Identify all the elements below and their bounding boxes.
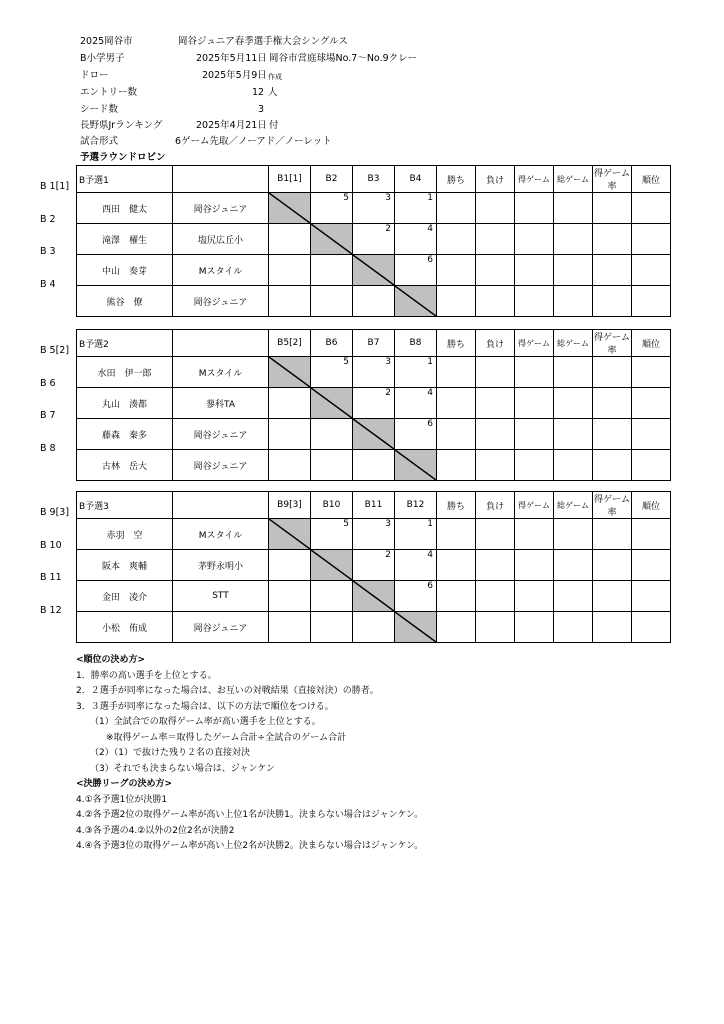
- match-cell[interactable]: 2: [353, 550, 395, 581]
- ranking-label: 長野県Jrランキング: [80, 120, 163, 131]
- final-rule: 4.①各予選1位が決勝1: [76, 794, 168, 805]
- ranking-rule: 2．２選手が同率になった場合は、お互いの対戦結果（直接対決）の勝者。: [76, 686, 379, 696]
- final-rule: 4.③各予選の4.②以外の2位2名が決勝2: [76, 825, 235, 836]
- match-cell[interactable]: 4: [395, 388, 437, 419]
- self-match-cell: [311, 388, 353, 419]
- column-header-stat: 負け: [476, 492, 515, 519]
- stat-cell[interactable]: [593, 450, 632, 481]
- stat-cell[interactable]: [593, 550, 632, 581]
- match-cell[interactable]: [311, 612, 353, 643]
- column-header-player: B12: [395, 492, 437, 519]
- draw-created-label: 作成: [268, 73, 282, 81]
- blank-header: [173, 166, 269, 193]
- player-row: [77, 519, 671, 550]
- match-cell[interactable]: [269, 388, 311, 419]
- stat-cell[interactable]: [515, 224, 554, 255]
- column-header-stat: 負け: [476, 330, 515, 357]
- match-cell[interactable]: [311, 419, 353, 450]
- match-cell[interactable]: 1: [395, 519, 437, 550]
- player-row: [77, 419, 671, 450]
- column-header-player: B2: [311, 166, 353, 193]
- blank-header: [173, 330, 269, 357]
- player-club: 塩尻広丘小: [173, 224, 269, 255]
- stat-cell[interactable]: [476, 612, 515, 643]
- match-cell[interactable]: 4: [395, 550, 437, 581]
- player-row: [77, 224, 671, 255]
- match-cell[interactable]: 4: [395, 224, 437, 255]
- stat-cell[interactable]: [515, 255, 554, 286]
- stat-cell[interactable]: [437, 193, 476, 224]
- stat-cell[interactable]: [554, 581, 593, 612]
- tournament-title: 岡谷ジュニア春季選手権大会シングルス: [178, 36, 348, 47]
- stat-cell[interactable]: [515, 419, 554, 450]
- ranking-rule: 3．３選手が同率になった場合は、以下の方法で順位をつける。: [76, 701, 334, 712]
- seed-label: B 9[3]: [40, 507, 70, 518]
- stat-cell[interactable]: [476, 550, 515, 581]
- player-club: 岡谷ジュニア: [173, 450, 269, 481]
- player-name: 阪本 爽輔: [77, 550, 173, 581]
- stat-cell[interactable]: [515, 519, 554, 550]
- match-cell[interactable]: [269, 255, 311, 286]
- column-header-stat: 総ゲーム: [554, 492, 593, 519]
- stat-cell[interactable]: [593, 388, 632, 419]
- stat-cell[interactable]: [476, 519, 515, 550]
- match-cell[interactable]: [269, 612, 311, 643]
- self-match-cell: [269, 357, 311, 388]
- tournament-year-label: 2025岡谷市: [80, 36, 133, 47]
- column-header-stat: 得ゲーム: [515, 166, 554, 193]
- stat-cell[interactable]: [593, 224, 632, 255]
- stat-cell[interactable]: [554, 419, 593, 450]
- ranking-rule: ※取得ゲーム率＝取得したゲーム合計÷全試合のゲーム合計: [106, 732, 347, 743]
- seed-label: B 6: [40, 377, 56, 389]
- stat-cell[interactable]: [593, 581, 632, 612]
- self-match-cell: [353, 581, 395, 612]
- stat-cell[interactable]: [554, 450, 593, 481]
- stat-cell[interactable]: [476, 286, 515, 317]
- seed-label: B 1[1]: [40, 181, 70, 192]
- stat-cell[interactable]: [476, 224, 515, 255]
- stat-cell[interactable]: [476, 255, 515, 286]
- match-cell[interactable]: [269, 224, 311, 255]
- player-club: Mスタイル: [173, 255, 269, 286]
- stat-cell[interactable]: [593, 193, 632, 224]
- self-match-cell: [395, 450, 437, 481]
- final-rule: 4.④各予選3位の取得ゲーム率が高い上位2名が決勝2。決まらない場合はジャンケン。: [76, 841, 424, 851]
- match-cell[interactable]: 3: [353, 193, 395, 224]
- column-header-stat: 順位: [632, 166, 671, 193]
- seed-label: B 5[2]: [40, 345, 70, 356]
- seed-label: B 8: [40, 442, 56, 454]
- player-row: [77, 450, 671, 481]
- match-cell[interactable]: [311, 581, 353, 612]
- seed-count-label: シード数: [80, 104, 119, 115]
- player-name: 丸山 湊都: [77, 388, 173, 419]
- match-cell[interactable]: 1: [395, 193, 437, 224]
- player-name: 熊谷 僚: [77, 286, 173, 317]
- column-header-player: B5[2]: [269, 330, 311, 357]
- stat-cell[interactable]: [632, 286, 671, 317]
- stat-cell[interactable]: [515, 357, 554, 388]
- column-header-player: B7: [353, 330, 395, 357]
- player-row: [77, 550, 671, 581]
- player-club: 岡谷ジュニア: [173, 612, 269, 643]
- ranking-rule: 1．勝率の高い選手を上位とする。: [76, 670, 217, 681]
- group-header-row: [77, 492, 671, 519]
- match-cell[interactable]: 5: [311, 193, 353, 224]
- seed-label: B 7: [40, 410, 56, 421]
- seed-label: B 10: [40, 539, 62, 551]
- column-header-stat: 勝ち: [437, 330, 476, 357]
- match-cell[interactable]: [311, 286, 353, 317]
- stat-cell[interactable]: [632, 419, 671, 450]
- column-header-player: B4: [395, 166, 437, 193]
- stat-cell[interactable]: [554, 193, 593, 224]
- player-row: [77, 388, 671, 419]
- stat-cell[interactable]: [476, 193, 515, 224]
- seed-label: B 11: [40, 572, 62, 583]
- stat-cell[interactable]: [437, 255, 476, 286]
- match-cell[interactable]: [269, 286, 311, 317]
- stat-cell[interactable]: [593, 255, 632, 286]
- group-name: B予選1: [77, 166, 173, 193]
- column-header-player: B11: [353, 492, 395, 519]
- player-name: 中山 奏芽: [77, 255, 173, 286]
- stat-cell[interactable]: [515, 450, 554, 481]
- match-cell[interactable]: 5: [311, 519, 353, 550]
- match-cell[interactable]: [353, 612, 395, 643]
- match-cell[interactable]: [269, 581, 311, 612]
- seed-label: B 12: [40, 604, 62, 616]
- venue: 岡谷市営庭球場No.7～No.9クレー: [269, 53, 418, 64]
- match-cell[interactable]: 3: [353, 357, 395, 388]
- notes-section: [76, 653, 423, 855]
- column-header-stat: 順位: [632, 492, 671, 519]
- self-match-cell: [353, 255, 395, 286]
- ranking-rule: （2）（1）で抜けた残り２名の直接対決: [90, 748, 250, 758]
- player-name: 小松 侑成: [77, 612, 173, 643]
- stat-cell[interactable]: [437, 224, 476, 255]
- player-row: [77, 357, 671, 388]
- stat-cell[interactable]: [593, 612, 632, 643]
- ranking-rule: （1）全試合での取得ゲーム率が高い選手を上位とする。: [90, 717, 321, 727]
- column-header-stat: 得ゲーム率: [593, 492, 632, 519]
- player-name: 金田 凌介: [77, 581, 173, 612]
- stat-cell[interactable]: [476, 419, 515, 450]
- stat-cell[interactable]: [593, 419, 632, 450]
- match-cell[interactable]: [269, 450, 311, 481]
- self-match-cell: [269, 519, 311, 550]
- player-club: Mスタイル: [173, 519, 269, 550]
- self-match-cell: [311, 550, 353, 581]
- column-header-player: B9[3]: [269, 492, 311, 519]
- player-row: [77, 193, 671, 224]
- stat-cell[interactable]: [476, 388, 515, 419]
- player-club: 岡谷ジュニア: [173, 419, 269, 450]
- self-match-cell: [353, 419, 395, 450]
- match-cell[interactable]: [311, 255, 353, 286]
- match-format-value: 6ゲーム先取／ノーアド／ノーレット: [175, 136, 332, 147]
- column-header-player: B10: [311, 492, 353, 519]
- draw-date: 2025年5月9日: [202, 70, 267, 81]
- player-club: 蓼科TA: [173, 388, 269, 419]
- column-header-stat: 得ゲーム率: [593, 166, 632, 193]
- seed-label: B 3: [40, 246, 56, 257]
- column-header-stat: 順位: [632, 330, 671, 357]
- player-row: [77, 255, 671, 286]
- match-cell[interactable]: 1: [395, 357, 437, 388]
- group-header-row: [77, 330, 671, 357]
- category-label: B小学男子: [80, 53, 125, 64]
- self-match-cell: [269, 193, 311, 224]
- final-rule: 4.②各予選2位の取得ゲーム率が高い上位1名が決勝1。決まらない場合はジャンケン。: [76, 810, 424, 820]
- column-header-player: B1[1]: [269, 166, 311, 193]
- stat-cell[interactable]: [554, 224, 593, 255]
- stat-cell[interactable]: [632, 450, 671, 481]
- match-cell[interactable]: 6: [395, 419, 437, 450]
- stat-cell[interactable]: [632, 255, 671, 286]
- stat-cell[interactable]: [632, 581, 671, 612]
- column-header-stat: 得ゲーム率: [593, 330, 632, 357]
- ranking-date: 2025年4月21日: [196, 120, 267, 131]
- seed-count-value: 3: [258, 104, 265, 115]
- match-cell[interactable]: [311, 450, 353, 481]
- entry-count-unit: 人: [268, 87, 278, 98]
- player-name: 滝澤 櫂生: [77, 224, 173, 255]
- stat-cell[interactable]: [515, 581, 554, 612]
- column-header-stat: 勝ち: [437, 166, 476, 193]
- entry-count-value: 12: [252, 87, 265, 98]
- stat-cell[interactable]: [632, 550, 671, 581]
- column-header-stat: 得ゲーム: [515, 492, 554, 519]
- seed-label: B 4: [40, 278, 56, 290]
- column-header-player: B8: [395, 330, 437, 357]
- column-header-stat: 得ゲーム: [515, 330, 554, 357]
- stat-cell[interactable]: [437, 357, 476, 388]
- player-club: Mスタイル: [173, 357, 269, 388]
- player-name: 西田 健太: [77, 193, 173, 224]
- stat-cell[interactable]: [437, 388, 476, 419]
- stat-cell[interactable]: [437, 550, 476, 581]
- stat-cell[interactable]: [554, 255, 593, 286]
- stat-cell[interactable]: [554, 550, 593, 581]
- match-cell[interactable]: 2: [353, 224, 395, 255]
- group-table: [76, 329, 671, 481]
- stat-cell[interactable]: [476, 450, 515, 481]
- stat-cell[interactable]: [437, 612, 476, 643]
- stat-cell[interactable]: [554, 612, 593, 643]
- stat-cell[interactable]: [554, 519, 593, 550]
- match-cell[interactable]: 2: [353, 388, 395, 419]
- stat-cell[interactable]: [554, 388, 593, 419]
- match-cell[interactable]: [269, 419, 311, 450]
- stat-cell[interactable]: [632, 519, 671, 550]
- match-date: 2025年5月11日: [196, 53, 267, 64]
- player-club: 岡谷ジュニア: [173, 193, 269, 224]
- group-header-row: [77, 166, 671, 193]
- stat-cell[interactable]: [515, 612, 554, 643]
- player-club: 茅野永明小: [173, 550, 269, 581]
- stat-cell[interactable]: [632, 388, 671, 419]
- group-name: B予選3: [77, 492, 173, 519]
- player-name: 水田 伊一郎: [77, 357, 173, 388]
- player-name: 古林 岳大: [77, 450, 173, 481]
- player-row: [77, 612, 671, 643]
- stat-cell[interactable]: [632, 612, 671, 643]
- stat-cell[interactable]: [437, 450, 476, 481]
- stat-cell[interactable]: [437, 419, 476, 450]
- seed-label: B 2: [40, 213, 56, 225]
- self-match-cell: [395, 286, 437, 317]
- stat-cell[interactable]: [515, 550, 554, 581]
- stat-cell[interactable]: [515, 286, 554, 317]
- group-name: B予選2: [77, 330, 173, 357]
- stat-cell[interactable]: [437, 581, 476, 612]
- stat-cell[interactable]: [437, 519, 476, 550]
- match-cell[interactable]: [353, 286, 395, 317]
- player-club: STT: [173, 581, 269, 612]
- match-cell[interactable]: 6: [395, 581, 437, 612]
- stat-cell[interactable]: [515, 388, 554, 419]
- column-header-stat: 負け: [476, 166, 515, 193]
- match-cell[interactable]: 6: [395, 255, 437, 286]
- column-header-player: B6: [311, 330, 353, 357]
- stat-cell[interactable]: [476, 357, 515, 388]
- match-format-label: 試合形式: [80, 136, 119, 147]
- player-name: 赤羽 空: [77, 519, 173, 550]
- stat-cell[interactable]: [632, 357, 671, 388]
- self-match-cell: [395, 612, 437, 643]
- player-club: 岡谷ジュニア: [173, 286, 269, 317]
- self-match-cell: [311, 224, 353, 255]
- final-rules-title: <決勝リーグの決め方>: [76, 779, 173, 789]
- group-table: [76, 491, 671, 643]
- ranking-rules-title: <順位の決め方>: [76, 655, 146, 665]
- ranking-rule: （3）それでも決まらない場合は、ジャンケン: [90, 763, 275, 774]
- player-name: 藤森 秦多: [77, 419, 173, 450]
- section-title: 予選ラウンドロビン: [80, 152, 166, 163]
- stat-cell[interactable]: [593, 357, 632, 388]
- stat-cell[interactable]: [593, 286, 632, 317]
- player-row: [77, 581, 671, 612]
- ranking-date-suffix: 付: [269, 120, 279, 131]
- match-cell[interactable]: [269, 550, 311, 581]
- stat-cell[interactable]: [554, 357, 593, 388]
- group-table: [76, 165, 671, 317]
- column-header-stat: 総ゲーム: [554, 330, 593, 357]
- stat-cell[interactable]: [554, 286, 593, 317]
- stat-cell[interactable]: [437, 286, 476, 317]
- match-cell[interactable]: [353, 450, 395, 481]
- match-cell[interactable]: 3: [353, 519, 395, 550]
- stat-cell[interactable]: [593, 519, 632, 550]
- column-header-stat: 勝ち: [437, 492, 476, 519]
- player-row: [77, 286, 671, 317]
- entry-count-label: エントリー数: [80, 87, 138, 98]
- stat-cell[interactable]: [515, 193, 554, 224]
- stat-cell[interactable]: [632, 224, 671, 255]
- stat-cell[interactable]: [632, 193, 671, 224]
- draw-label: ドロー: [80, 70, 109, 81]
- match-cell[interactable]: 5: [311, 357, 353, 388]
- column-header-player: B3: [353, 166, 395, 193]
- blank-header: [173, 492, 269, 519]
- column-header-stat: 総ゲーム: [554, 166, 593, 193]
- stat-cell[interactable]: [476, 581, 515, 612]
